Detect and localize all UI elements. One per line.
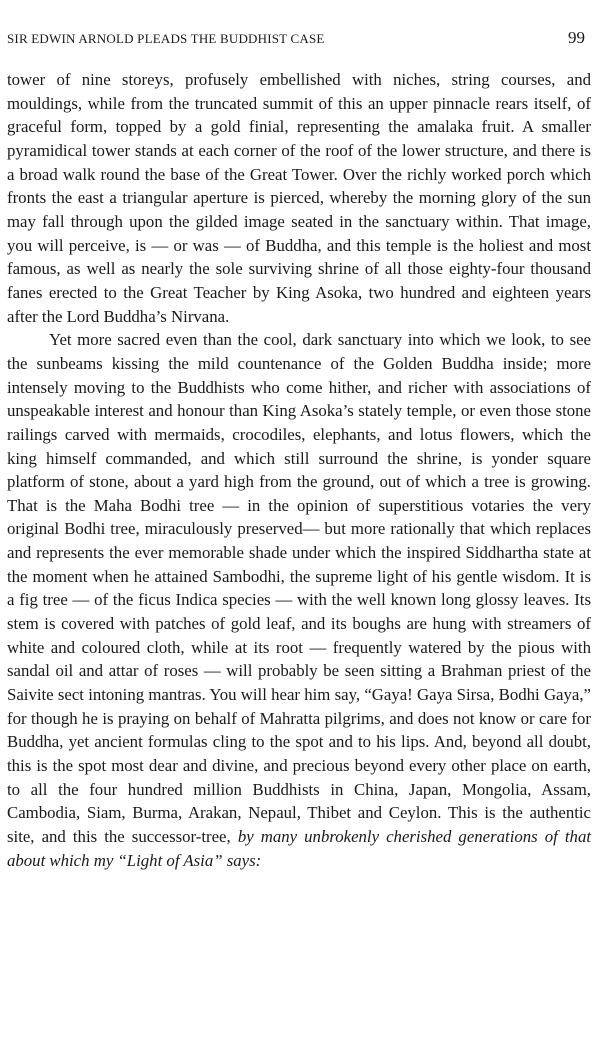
paragraph-2 bbox=[7, 328, 591, 872]
paragraph-1: tower of nine storeys, profusely embellished with niches, string courses, and mouldings, while from the truncated summit of this an upper pinnacle rears itself, of graceful form, topped by a gold finial, representing the amalaka fruit. A smaller pyramidical tower stands at each corner of the roof of the lower structure, and there is a broad walk round the base of the Great Tower. Over the richly worked porch which fronts the east a triangular aperture is pierced, whereby the morning glory of the sun may fall through upon the gilded image seated in the sanctuary within. That image, you will perceive, is — or was — of Buddha, and this temple is the holiest and most famous, as well as nearly the sole surviving shrine of all those eighty-four thousand fanes erected to the Great Teacher by King Asoka, two hundred and eighteen years after the Lord Buddha’s Nirvana. bbox=[7, 70, 591, 326]
page-number: 99 bbox=[568, 28, 585, 47]
paragraph-2-text: Yet more sacred even than the cool, dark sanctuary into which we look, to see the sunbeams kissing the mild countenance of the Golden Buddha inside; more intensely moving to the Buddhists who come hither, and richer with associations of unspeakable interest and honour than King Asoka’s stately temple, or even those stone railings carved with mermaids, crocodiles, elephants, and lotus flowers, which the king himself commanded, and which still surround the shrine, is yonder square platform of stone, about a yard high from the ground, out of which a tree is growing. That is the Maha Bodhi tree — in the opinion of superstitious votaries the very original Bodhi tree, miraculously preserved— but more rationally that which replaces and represents the ever memorable shade under which the inspired Siddhartha state at the moment when he attained Sambodhi, the supreme light of his gentle wisdom. It is a fig tree — of the ficus Indica species — with the well known long glossy leaves. Its stem is covered with patches of gold leaf, and its boughs are hung with streamers of white and coloured cloth, while at its root — frequently watered by the pious with sandal oil and attar of roses — will probably be seen sitting a Brahman priest of the Saivite sect intoning mantras. You will hear him say, “Gaya! Gaya Sirsa, Bodhi Gaya,” for though he is praying on behalf of Mahratta pilgrims, and does not know or care for Buddha, yet ancient formulas cling to the spot and to his lips. And, beyond all doubt, this is the spot most dear and divine, and precious beyond every other place on earth, to all the four hundred million Buddhists in China, Japan, Mongolia, Assam, Cambodia, Siam, Burma, Arakan, Nepaul, Thibet and Ceylon. This is the authentic site, and this the successor-tree, bbox=[7, 330, 591, 846]
body-text bbox=[7, 68, 591, 872]
page-header bbox=[7, 28, 591, 58]
paragraph-2-italic: by many unbrokenly cherished generations of that about which my “Light of Asia” says: bbox=[7, 827, 591, 870]
running-head: SIR EDWIN ARNOLD PLEADS THE BUDDHIST CASE bbox=[7, 31, 325, 46]
